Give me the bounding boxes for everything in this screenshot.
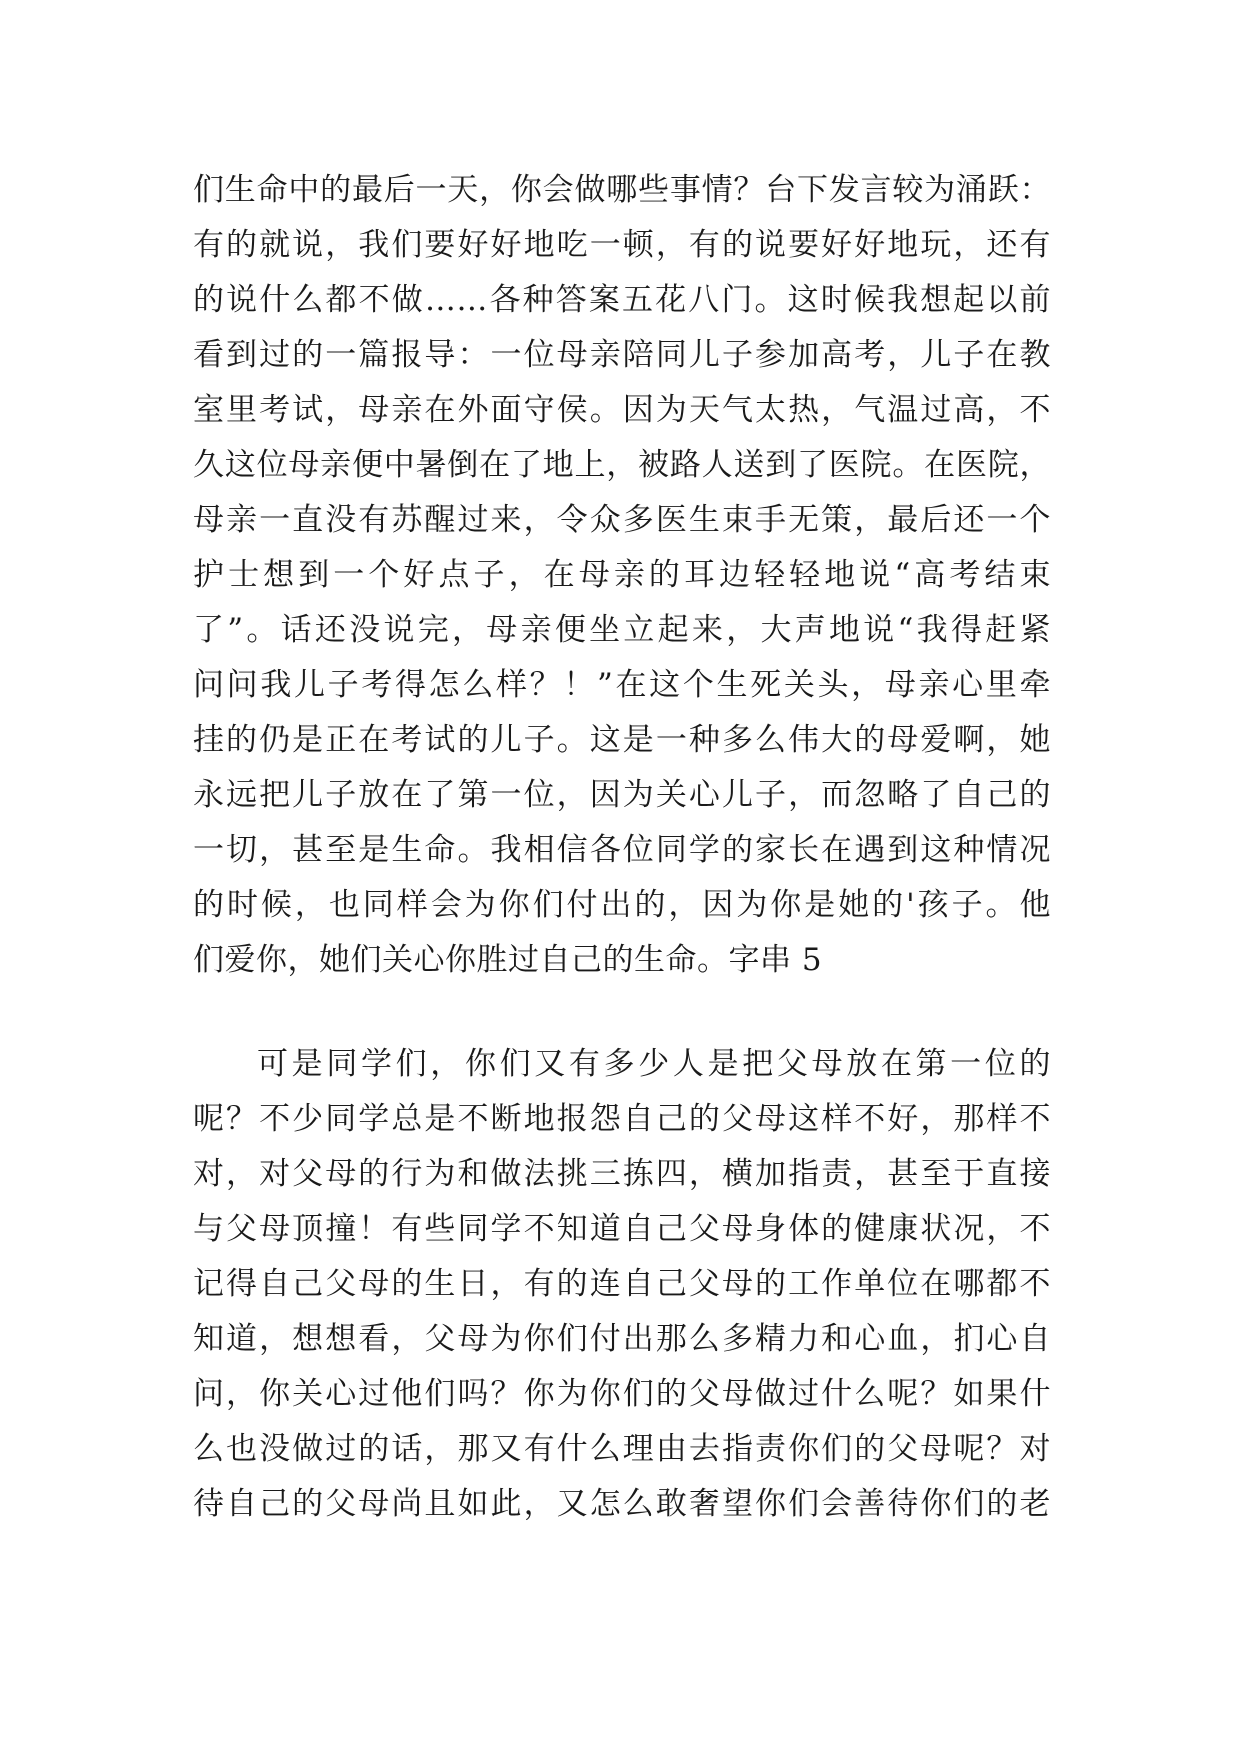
text-line: 室里考试，母亲在外面守侯。因为天气太热，气温过高，不: [193, 392, 1051, 428]
text-line: 母亲一直没有苏醒过来，令众多医生束手无策，最后还一个: [193, 502, 1051, 538]
text-line: 了”。话还没说完，母亲便坐立起来，大声地说“我得赶紧: [193, 612, 1051, 648]
text-line: 的说什么都不做……各种答案五花八门。这时候我想起以前: [193, 282, 1051, 318]
text-line: 的时候，也同样会为你们付出的，因为你是她的'孩子。他: [193, 887, 1051, 923]
text-line: 挂的仍是正在考试的儿子。这是一种多么伟大的母爱啊，她: [193, 722, 1051, 758]
text-line: 有的就说，我们要好好地吃一顿，有的说要好好地玩，还有: [193, 227, 1051, 263]
text-line: 永远把儿子放在了第一位，因为关心儿子，而忽略了自己的: [193, 777, 1051, 813]
text-line: 问，你关心过他们吗？你为你们的父母做过什么呢？如果什: [193, 1376, 1051, 1412]
text-line: 么也没做过的话，那又有什么理由去指责你们的父母呢？对: [193, 1431, 1051, 1467]
text-line: 护士想到一个好点子，在母亲的耳边轻轻地说“高考结束: [193, 557, 1051, 593]
text-line: 久这位母亲便中暑倒在了地上，被路人送到了医院。在医院，: [193, 447, 1051, 483]
text-line: 对，对父母的行为和做法挑三拣四，横加指责，甚至于直接: [193, 1156, 1051, 1192]
text-line: 呢？不少同学总是不断地报怨自己的父母这样不好，那样不: [193, 1101, 1051, 1137]
text-line: 们爱你，她们关心你胜过自己的生命。字串 5: [193, 942, 823, 978]
text-line: 可是同学们，你们又有多少人是把父母放在第一位的: [257, 1046, 1051, 1082]
text-line: 记得自己父母的生日，有的连自己父母的工作单位在哪都不: [193, 1266, 1051, 1302]
text-line: 知道，想想看，父母为你们付出那么多精力和心血，扪心自: [193, 1321, 1051, 1357]
paragraph-1: [193, 163, 1051, 988]
paragraph-2: [193, 1037, 1051, 1532]
text-line: 一切，甚至是生命。我相信各位同学的家长在遇到这种情况: [193, 832, 1051, 868]
text-line: 们生命中的最后一天，你会做哪些事情？台下发言较为涌跃：: [193, 172, 1051, 208]
text-line: 与父母顶撞！有些同学不知道自己父母身体的健康状况，不: [193, 1211, 1051, 1247]
text-line: 问问我儿子考得怎么样？！”在这个生死关头，母亲心里牵: [193, 667, 1051, 703]
text-line: 待自己的父母尚且如此，又怎么敢奢望你们会善待你们的老: [193, 1486, 1051, 1522]
text-line: 看到过的一篇报导：一位母亲陪同儿子参加高考，儿子在教: [193, 337, 1051, 373]
